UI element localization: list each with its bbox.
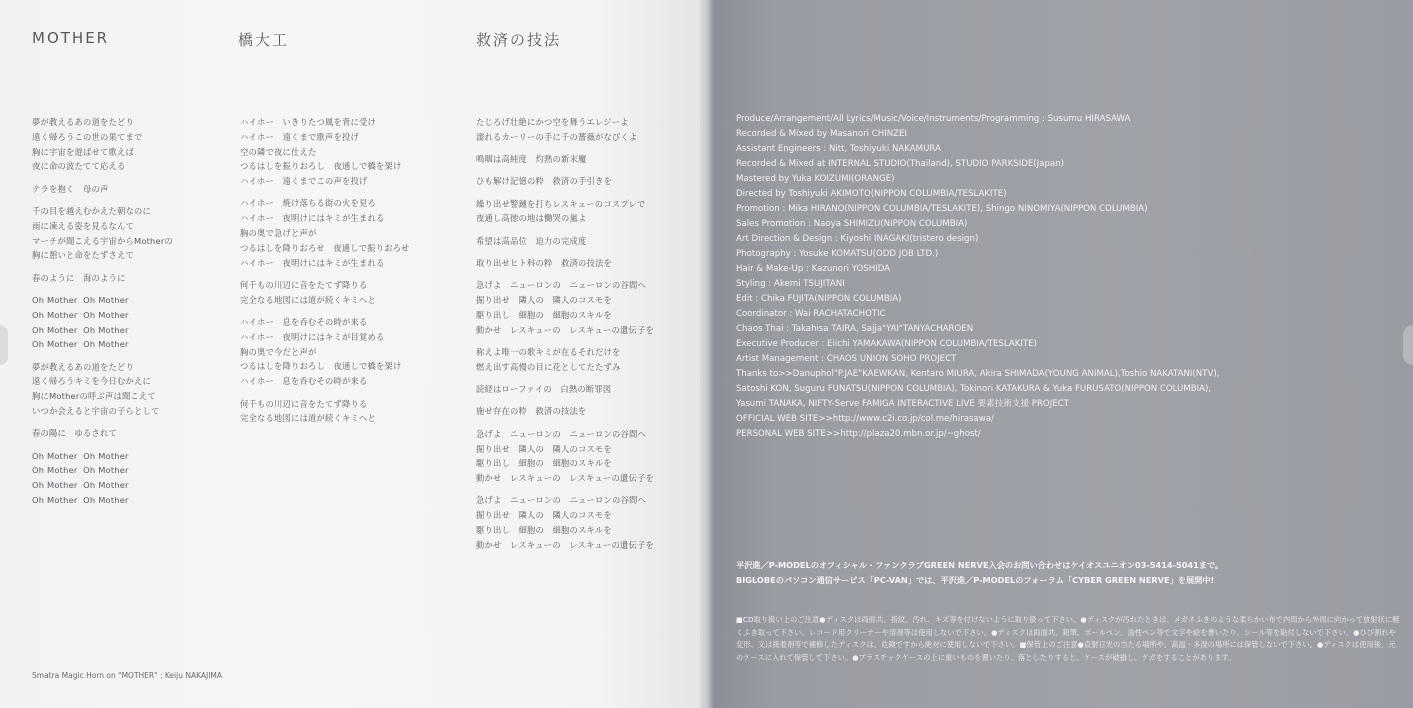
lyric-line: ハイホー いきりたつ風を背に受け (240, 117, 376, 127)
stanza-gap (240, 389, 409, 397)
lyric-line: 掘り出せ 隣人の 隣人のコスモを (476, 295, 612, 306)
lyric-line: ハイホー 遠くまで歌声を投げ (240, 131, 359, 142)
credit-line: Chaos Thai : Takahisa TAIRA, Sajja"YAI"TANYACHAROEN (736, 324, 974, 334)
lyrics-hashi (240, 115, 409, 426)
lyric-line: 取り出せヒト科の粋 救済の技法を (476, 258, 612, 269)
lyric-line: 読経はローファイの 白熱の断罪図 (476, 384, 612, 395)
credit-line: Assistant Engineers : Nitt, Toshiyuki NAKAMURA (736, 144, 941, 154)
stanza-gap (240, 189, 409, 197)
credit-line: Executive Producer : Eiichi YAMAKAWA(NIPPON COLUMBIA/TESLAKITE) (736, 339, 1037, 349)
lyric-line: ハイホー 夜明けにはキミが生まれる (240, 213, 385, 224)
credit-line: Directed by Toshiyuki AKIMOTO(NIPPON COLUMBIA/TESLAKITE) (736, 189, 1007, 199)
song-title-mother: MOTHER (32, 29, 110, 47)
lyric-line: 夜に命の波たてて応える (32, 161, 126, 172)
lyric-line: 夢が教えるあの道をたどり (32, 117, 134, 127)
stanza-gap (240, 270, 409, 278)
stanza-gap (476, 419, 654, 427)
booklet-tab-right (1403, 325, 1413, 365)
booklet-gutter (700, 0, 714, 708)
lyric-line: ハイホー 息を呑むその時が来る (240, 317, 368, 328)
lyric-line: ひも解け記憶の粋 救済の手引きを (476, 176, 612, 187)
credit-line: Artist Management : CHAOS UNION SOHO PROJECT (736, 354, 957, 364)
stanza-gap (32, 419, 173, 427)
booklet-tab-left (0, 325, 8, 365)
stanza-gap (476, 189, 654, 197)
stanza-gap (32, 196, 173, 204)
fanclub-line: BIGLOBEのパソコン通信サービス「PC-VAN」では、平沢進／P-MODELのフォーラム「CYBER GREEN NERVE」を展開中! (736, 575, 1215, 585)
credit-line: Coordinator : Wai RACHATACHOTIC (736, 309, 886, 319)
credit-line: Sales Promotion : Naoya SHIMIZU(NIPPON COLUMBIA) (736, 219, 968, 229)
song-title-hashi: 橋大工 (238, 31, 290, 49)
credit-line: Art Direction & Design : Kiyoshi INAGAKI(tristero design) (736, 234, 979, 244)
lyric-line: Oh Mother Oh Mother (32, 465, 129, 476)
lyric-line: ハイホー 夜明けにはキミが目覚める (240, 331, 385, 342)
lyric-line: ハイホー 夜明けにはキミが生まれる (240, 257, 385, 268)
lyric-line: 駆り出し 細胞の 細胞のスキルを (476, 309, 612, 320)
lyric-line: 春の陽に ゆるされて (32, 428, 117, 439)
stanza-gap (240, 308, 409, 316)
lyric-line: つるはしを振りおろし 夜通しで橋を架け (240, 161, 402, 172)
stanza-gap (476, 338, 654, 346)
lyric-line: 雨に凍える姿を見るなんて (32, 220, 134, 231)
lyric-line: 繰り出せ警鐘を打ちレスキューのコスプレで (476, 198, 646, 209)
credit-line: PERSONAL WEB SITE>>http://plaza20.mbn.or.jp/~ghost/ (736, 429, 981, 439)
lyric-line: 春のように 海のように (32, 272, 126, 283)
credit-line: Styling : Akemi TSUJITANI (736, 279, 845, 289)
stanza-gap (476, 249, 654, 257)
lyric-line: 燃え出す高慢の目に花としてたたずみ (476, 361, 621, 372)
lyrics-kyusai (476, 115, 654, 553)
lyric-line: 胸に憩いと命をたずさえて (32, 250, 134, 261)
lyric-line: つるはしを降りおろせ 夜通しで振りおろせ (240, 242, 410, 253)
lyric-line: 希望は高品位 迫力の完成度 (476, 235, 587, 246)
stanza-gap (32, 352, 173, 360)
stanza-gap (32, 263, 173, 271)
lyric-line: 掘り出せ 隣人の 隣人のコスモを (476, 443, 612, 454)
care-notes: ■CD取り扱い上のご注意●ディスクは両面共、指紋、汚れ、キズ等を付けないように取り扱って下さい。●ディスクが汚れたときは、メガネふきのような柔らかい布で内周から外周に向かって放射状に軽くふき取って下さい。レコード用クリーナーや溶剤等は使用しないで下さい。●ディスクは両面共、鉛筆、ボールペン、油性ペン等で文字や絵を書いたり、シール等を貼付しないで下さい。●ひび割れや変形、又は接着剤等で補修したディスクは、危険ですから絶対に使用しないで下さい。■保管上のご注意●直射日光の当たる場所や、高温・多湿の場所には保管しないで下さい。●ディスクは使用後、元のケースに入れて保管して下さい。●プラスチックケースの上に重いものを置いたり、落としたりすると、ケースが破損し、ケガをすることがあります。 (736, 615, 1400, 662)
lyric-line: ハイホー 遠くまでこの声を投げ (240, 176, 368, 187)
instrument-credit: Smatra Magic Horn on "MOTHER" : Keiju NAKAJIMA (32, 671, 223, 680)
lyric-line: 胸の奥で今だと声が (240, 346, 317, 357)
credit-line: Thanks to>>Danuphol"P.JAE"KAEWKAN, Kentaro MIURA, Akira SHIMADA(YOUNG ANIMAL),Toshio NAKATANI(NTV), (736, 369, 1220, 379)
credit-line: Photography : Yosuke KOMATSU(ODD JOB LTD.) (736, 249, 939, 259)
lyric-line: Oh Mother Oh Mother (32, 324, 129, 335)
fanclub-notice (736, 558, 1223, 588)
fanclub-line: 平沢進／P-MODELのオフィシャル・ファンクラブGREEN NERVE入会のお問い合わせはケイオスユニオン03-5414-5041まで。 (736, 560, 1224, 570)
lyric-line: 称えよ唯一の歌キミが在るそれだけを (476, 347, 621, 358)
credit-line: Yasumi TANAKA, NIFTY-Serve FAMIGA INTERACTIVE LIVE 要素技術支援 PROJECT (736, 399, 1069, 409)
credit-line: OFFICIAL WEB SITE>>http://www.c2i.co.jp/col.me/hirasawa/ (736, 414, 994, 424)
credit-line: Edit : Chika FUJITA(NIPPON COLUMBIA) (736, 294, 902, 304)
lyric-line: 夜通し高徳の地は慟哭の嵐よ (476, 213, 587, 224)
lyric-line: Oh Mother Oh Mother (32, 480, 129, 491)
lyric-line: 駆り出し 細胞の 細胞のスキルを (476, 458, 612, 469)
stanza-gap (32, 285, 173, 293)
lyric-line: 急げよ ニューロンの ニューロンの谷間へ (476, 280, 646, 291)
stanza-gap (476, 375, 654, 383)
credit-line: Recorded & Mixed by Masanori CHINZEI (736, 129, 908, 139)
lyric-line: 完全なる地図には道が続くキミへと (240, 413, 376, 424)
stanza-gap (32, 174, 173, 182)
credit-line: Hair & Make-Up : Kazunori YOSHIDA (736, 264, 891, 274)
lyric-line: いつか会えると宇宙の子らとして (32, 406, 160, 417)
lyric-line: 胸の奥で急げと声が (240, 228, 317, 239)
credit-line: Promotion : Mika HIRANO(NIPPON COLUMBIA/TESLAKITE), Shingo NINOMIYA(NIPPON COLUMBIA) (736, 204, 1148, 214)
lyric-line: マーチが聞こえる宇宙からMotherの (32, 235, 173, 246)
lyric-line: ハイホー 焼け落ちる街の火を見ろ (240, 198, 376, 209)
stanza-gap (476, 486, 654, 494)
stanza-gap (476, 397, 654, 405)
credit-line: Mastered by Yuka KOIZUMI(ORANGE) (736, 174, 895, 184)
song-title-kyusai: 救済の技法 (476, 31, 562, 49)
credit-line: Satoshi KON, Suguru FUNATSU(NIPPON COLUMBIA), Tokinori KATAKURA & Yuka FURUSATO(NIPPON COLUMBIA), (736, 384, 1212, 394)
lyric-line: 胸にMotherの呼ぶ声は聞こえて (32, 391, 156, 402)
credit-line: Recorded & Mixed at INTERNAL STUDIO(Thailand), STUDIO PARKSIDE(Japan) (736, 159, 1064, 169)
lyric-line: 空の隣で夜に仕えた (240, 146, 317, 157)
stanza-gap (476, 145, 654, 153)
lyric-line: 動かせ レスキューの レスキューの遺伝子を (476, 473, 654, 484)
lyric-line: 千の目を越えむかえた朝なのに (32, 205, 151, 216)
lyric-line: 急げよ ニューロンの ニューロンの谷間へ (476, 495, 646, 506)
lyric-line: 動かせ レスキューの レスキューの遺伝子を (476, 539, 654, 550)
lyric-line: 夢が教えるあの道をたどり (32, 361, 134, 372)
stanza-gap (476, 271, 654, 279)
credits-list (736, 112, 1219, 442)
stanza-gap (32, 441, 173, 449)
lyric-line: 急げよ ニューロンの ニューロンの谷間へ (476, 428, 646, 439)
lyric-line: 駆り出し 細胞の 細胞のスキルを (476, 525, 612, 536)
lyric-line: 何千もの川辺に音をたてず降りる (240, 279, 368, 290)
lyrics-mother (32, 115, 173, 508)
lyric-line: Oh Mother Oh Mother (32, 339, 129, 350)
lyric-line: 鳴咽は高純度 灼熱の新末魔 (476, 154, 587, 165)
lyric-line: つるはしを降りおろし 夜通しで橋を架け (240, 361, 402, 372)
lyric-line: 遠く帰ろうキミを今日むかえに (32, 376, 151, 387)
lyric-line: ハイホー 息を呑むその時が来る (240, 376, 368, 387)
lyric-line: Oh Mother Oh Mother (32, 294, 129, 305)
lyric-line: 動かせ レスキューの レスキューの遺伝子を (476, 324, 654, 335)
lyric-line: 施せ存在の粋 救済の技法を (476, 406, 587, 417)
lyric-line: Oh Mother Oh Mother (32, 495, 129, 506)
lyric-line: 遠く帰ろうこの世の果てまで (32, 131, 143, 142)
lyric-line: 濡れるカーリーの手に千の薔薇がなびくよ (476, 131, 638, 142)
stanza-gap (476, 226, 654, 234)
lyric-line: たじろげ壮絶にかつ空を舞うエレジーよ (476, 117, 629, 127)
lyric-line: テラを抱く 母の声 (32, 183, 109, 194)
stanza-gap (476, 167, 654, 175)
lyric-line: 胸に宇宙を遊ばせて歌えば (32, 146, 134, 157)
lyric-line: Oh Mother Oh Mother (32, 450, 129, 461)
lyric-line: 完全なる地図には道が続くキミへと (240, 294, 376, 305)
lyric-line: 掘り出せ 隣人の 隣人のコスモを (476, 510, 612, 521)
lyric-line: 何千もの川辺に音をたてず降りる (240, 398, 368, 409)
lyric-line: Oh Mother Oh Mother (32, 309, 129, 320)
credit-line: Produce/Arrangement/All Lyrics/Music/Voice/Instruments/Programming : Susumu HIRASAWA (736, 114, 1131, 124)
